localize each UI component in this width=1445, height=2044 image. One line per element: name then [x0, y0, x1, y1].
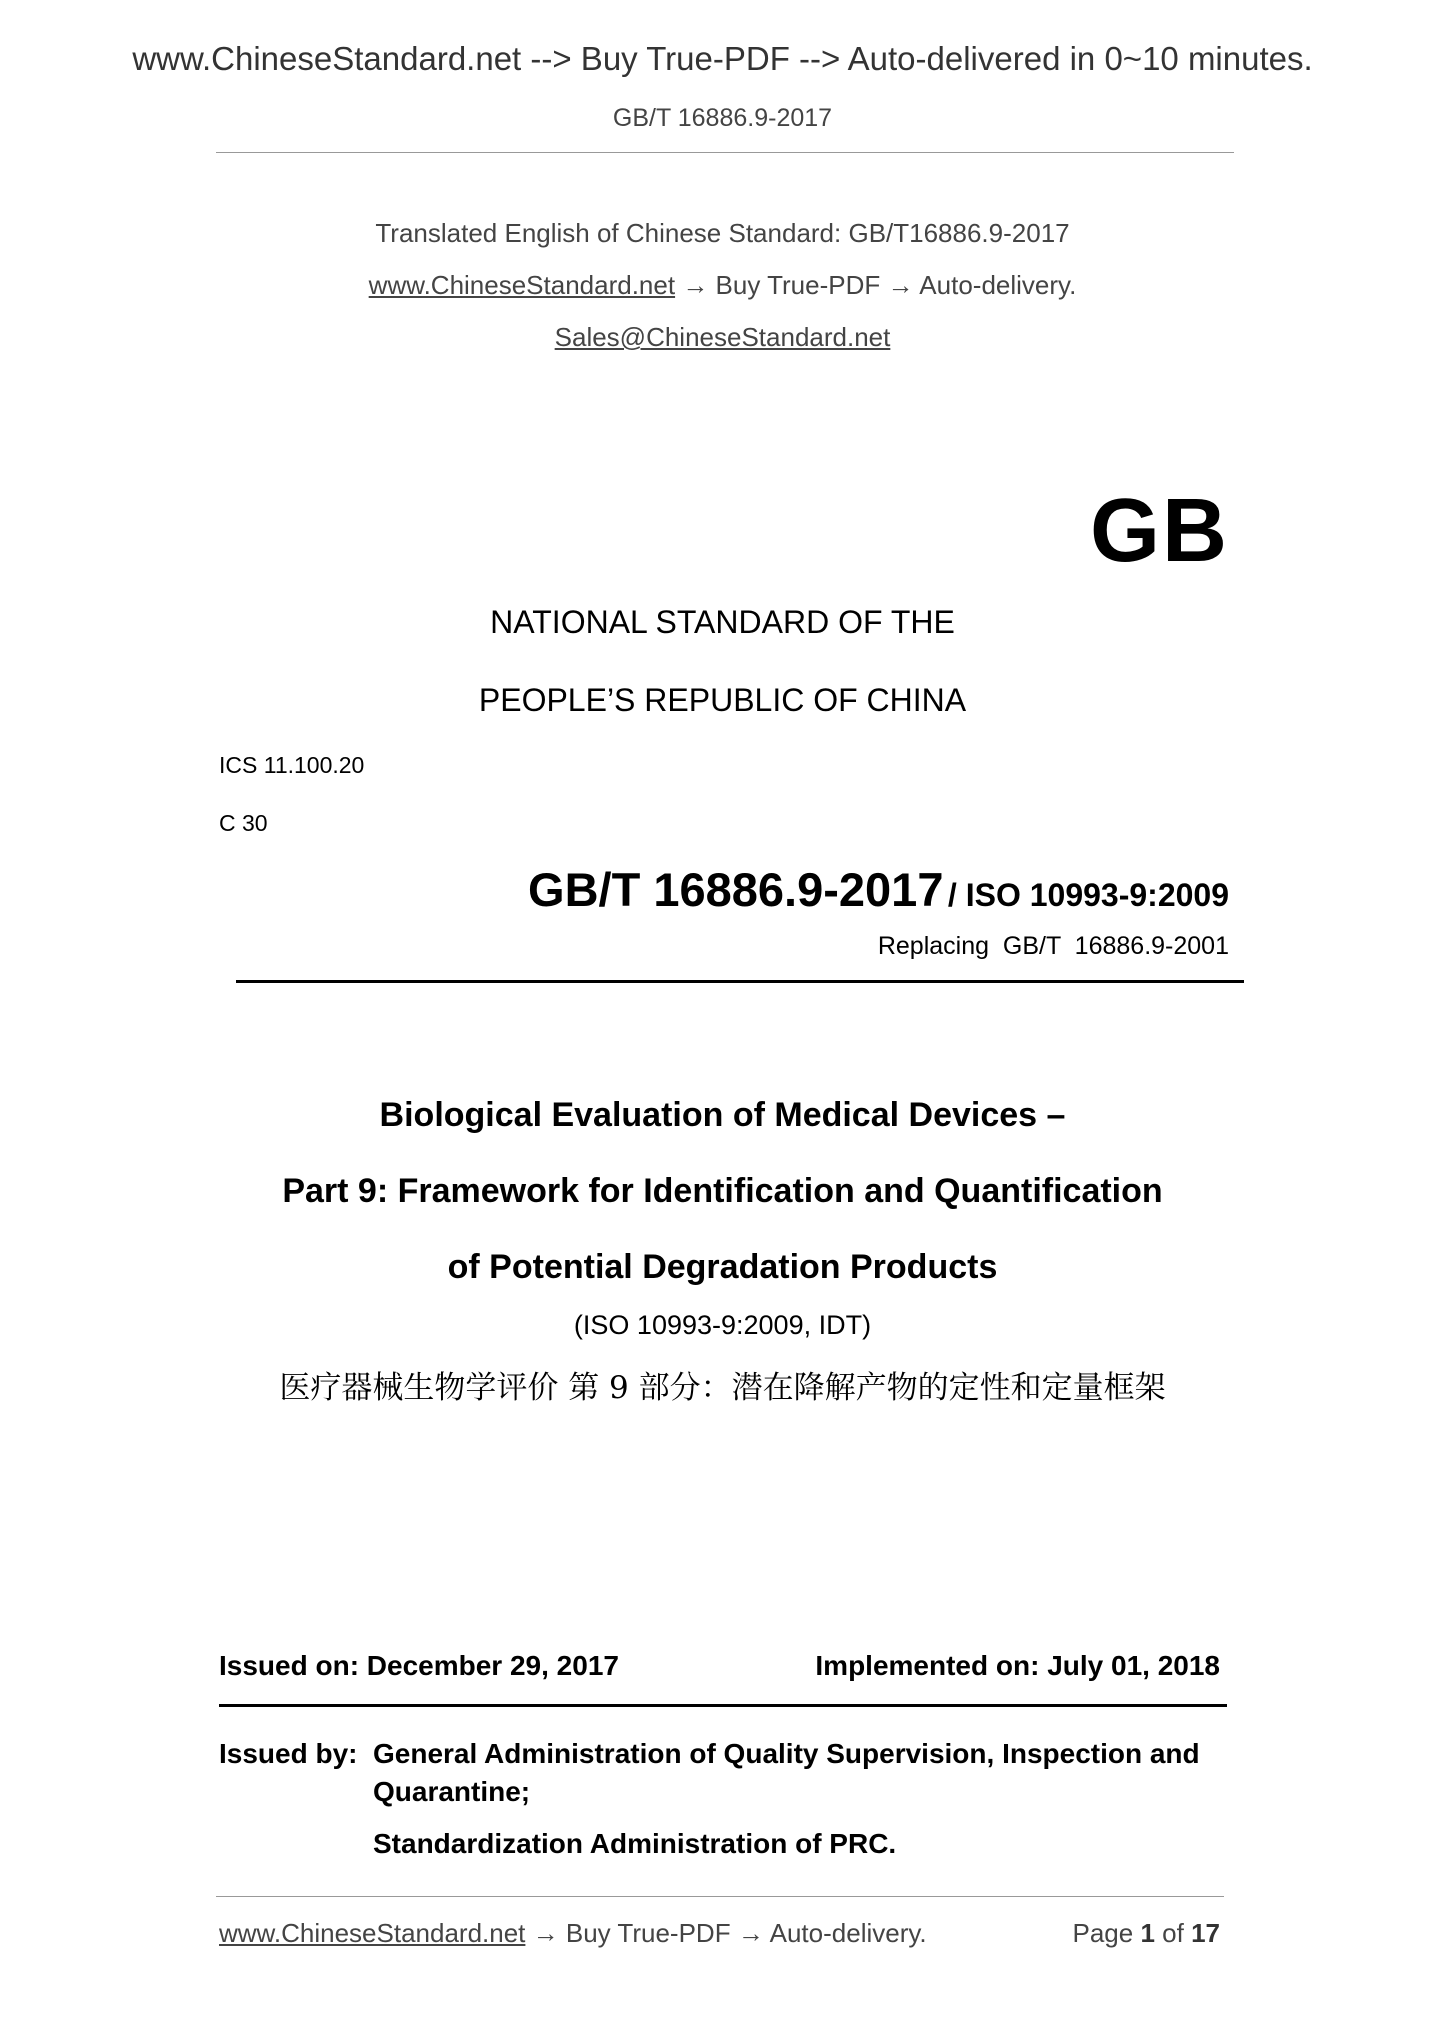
buy-line: [0, 270, 1445, 301]
footer-divider: [216, 1896, 1224, 1897]
header-banner: www.ChineseStandard.net --> Buy True-PDF --> Auto-delivered in 0~10 minutes.: [132, 40, 1313, 77]
national-line-1: NATIONAL STANDARD OF THE: [490, 604, 955, 640]
arrow-right-icon: →: [887, 270, 914, 300]
iso-reference: / ISO 10993-9:2009: [947, 877, 1229, 913]
standard-number: GB/T 16886.9-2017: [528, 863, 944, 916]
title-line-2: Part 9: Framework for Identification and Quantification: [282, 1172, 1163, 1210]
chinese-title: 医疗器械生物学评价 第 9 部分：潜在降解产物的定性和定量框架: [279, 1370, 1166, 1406]
title-line-1: Biological Evaluation of Medical Devices –: [379, 1096, 1066, 1134]
ccs-code: C 30: [219, 810, 268, 836]
sales-email-link[interactable]: Sales@ChineseStandard.net: [554, 322, 891, 352]
issued-date: Issued on: December 29, 2017: [219, 1650, 619, 1681]
footer-site-link[interactable]: www.ChineseStandard.net: [219, 1918, 526, 1948]
footer-buy-text: Buy True-PDF: [565, 1918, 731, 1948]
header-divider: [216, 152, 1234, 153]
national-line-2: PEOPLE’S REPUBLIC OF CHINA: [478, 682, 967, 718]
translation-line: Translated English of Chinese Standard: GB/T16886.9-2017: [375, 218, 1070, 248]
email-line: [0, 322, 1445, 353]
issuer-org-1b: Quarantine;: [373, 1776, 531, 1807]
title-line-3: of Potential Degradation Products: [447, 1248, 998, 1286]
page-total: 17: [1191, 1918, 1220, 1948]
gb-mark: GB: [1090, 481, 1229, 581]
ics-code: ICS 11.100.20: [219, 752, 365, 778]
buy-text: Buy True-PDF: [715, 270, 881, 300]
implemented-date: Implemented on: July 01, 2018: [815, 1650, 1220, 1681]
of-label: of: [1162, 1918, 1184, 1948]
page-number: 1: [1140, 1918, 1155, 1948]
page-indicator: [1072, 1918, 1220, 1949]
site-link[interactable]: www.ChineseStandard.net: [368, 270, 676, 300]
issuer-org-1a: General Administration of Quality Supervision, Inspection and: [373, 1738, 1200, 1769]
dates-divider: [219, 1704, 1227, 1707]
title-divider: [236, 980, 1244, 983]
standard-number-line: [528, 862, 1229, 917]
header-doc-code: GB/T 16886.9-2017: [612, 104, 833, 132]
arrow-right-icon: →: [737, 1918, 764, 1948]
page-label: Page: [1072, 1918, 1134, 1948]
issuer-org-2: Standardization Administration of PRC.: [373, 1828, 897, 1859]
arrow-right-icon: →: [532, 1918, 559, 1948]
arrow-right-icon: →: [682, 270, 709, 300]
issued-by-label: Issued by:: [219, 1738, 358, 1769]
iso-idt: (ISO 10993-9:2009, IDT): [573, 1310, 872, 1340]
replacing-line: Replacing GB/T 16886.9-2001: [877, 932, 1229, 960]
delivery-text: Auto-delivery.: [919, 270, 1077, 300]
footer-delivery-text: Auto-delivery.: [769, 1918, 927, 1948]
footer-buy-line: [219, 1918, 927, 1949]
